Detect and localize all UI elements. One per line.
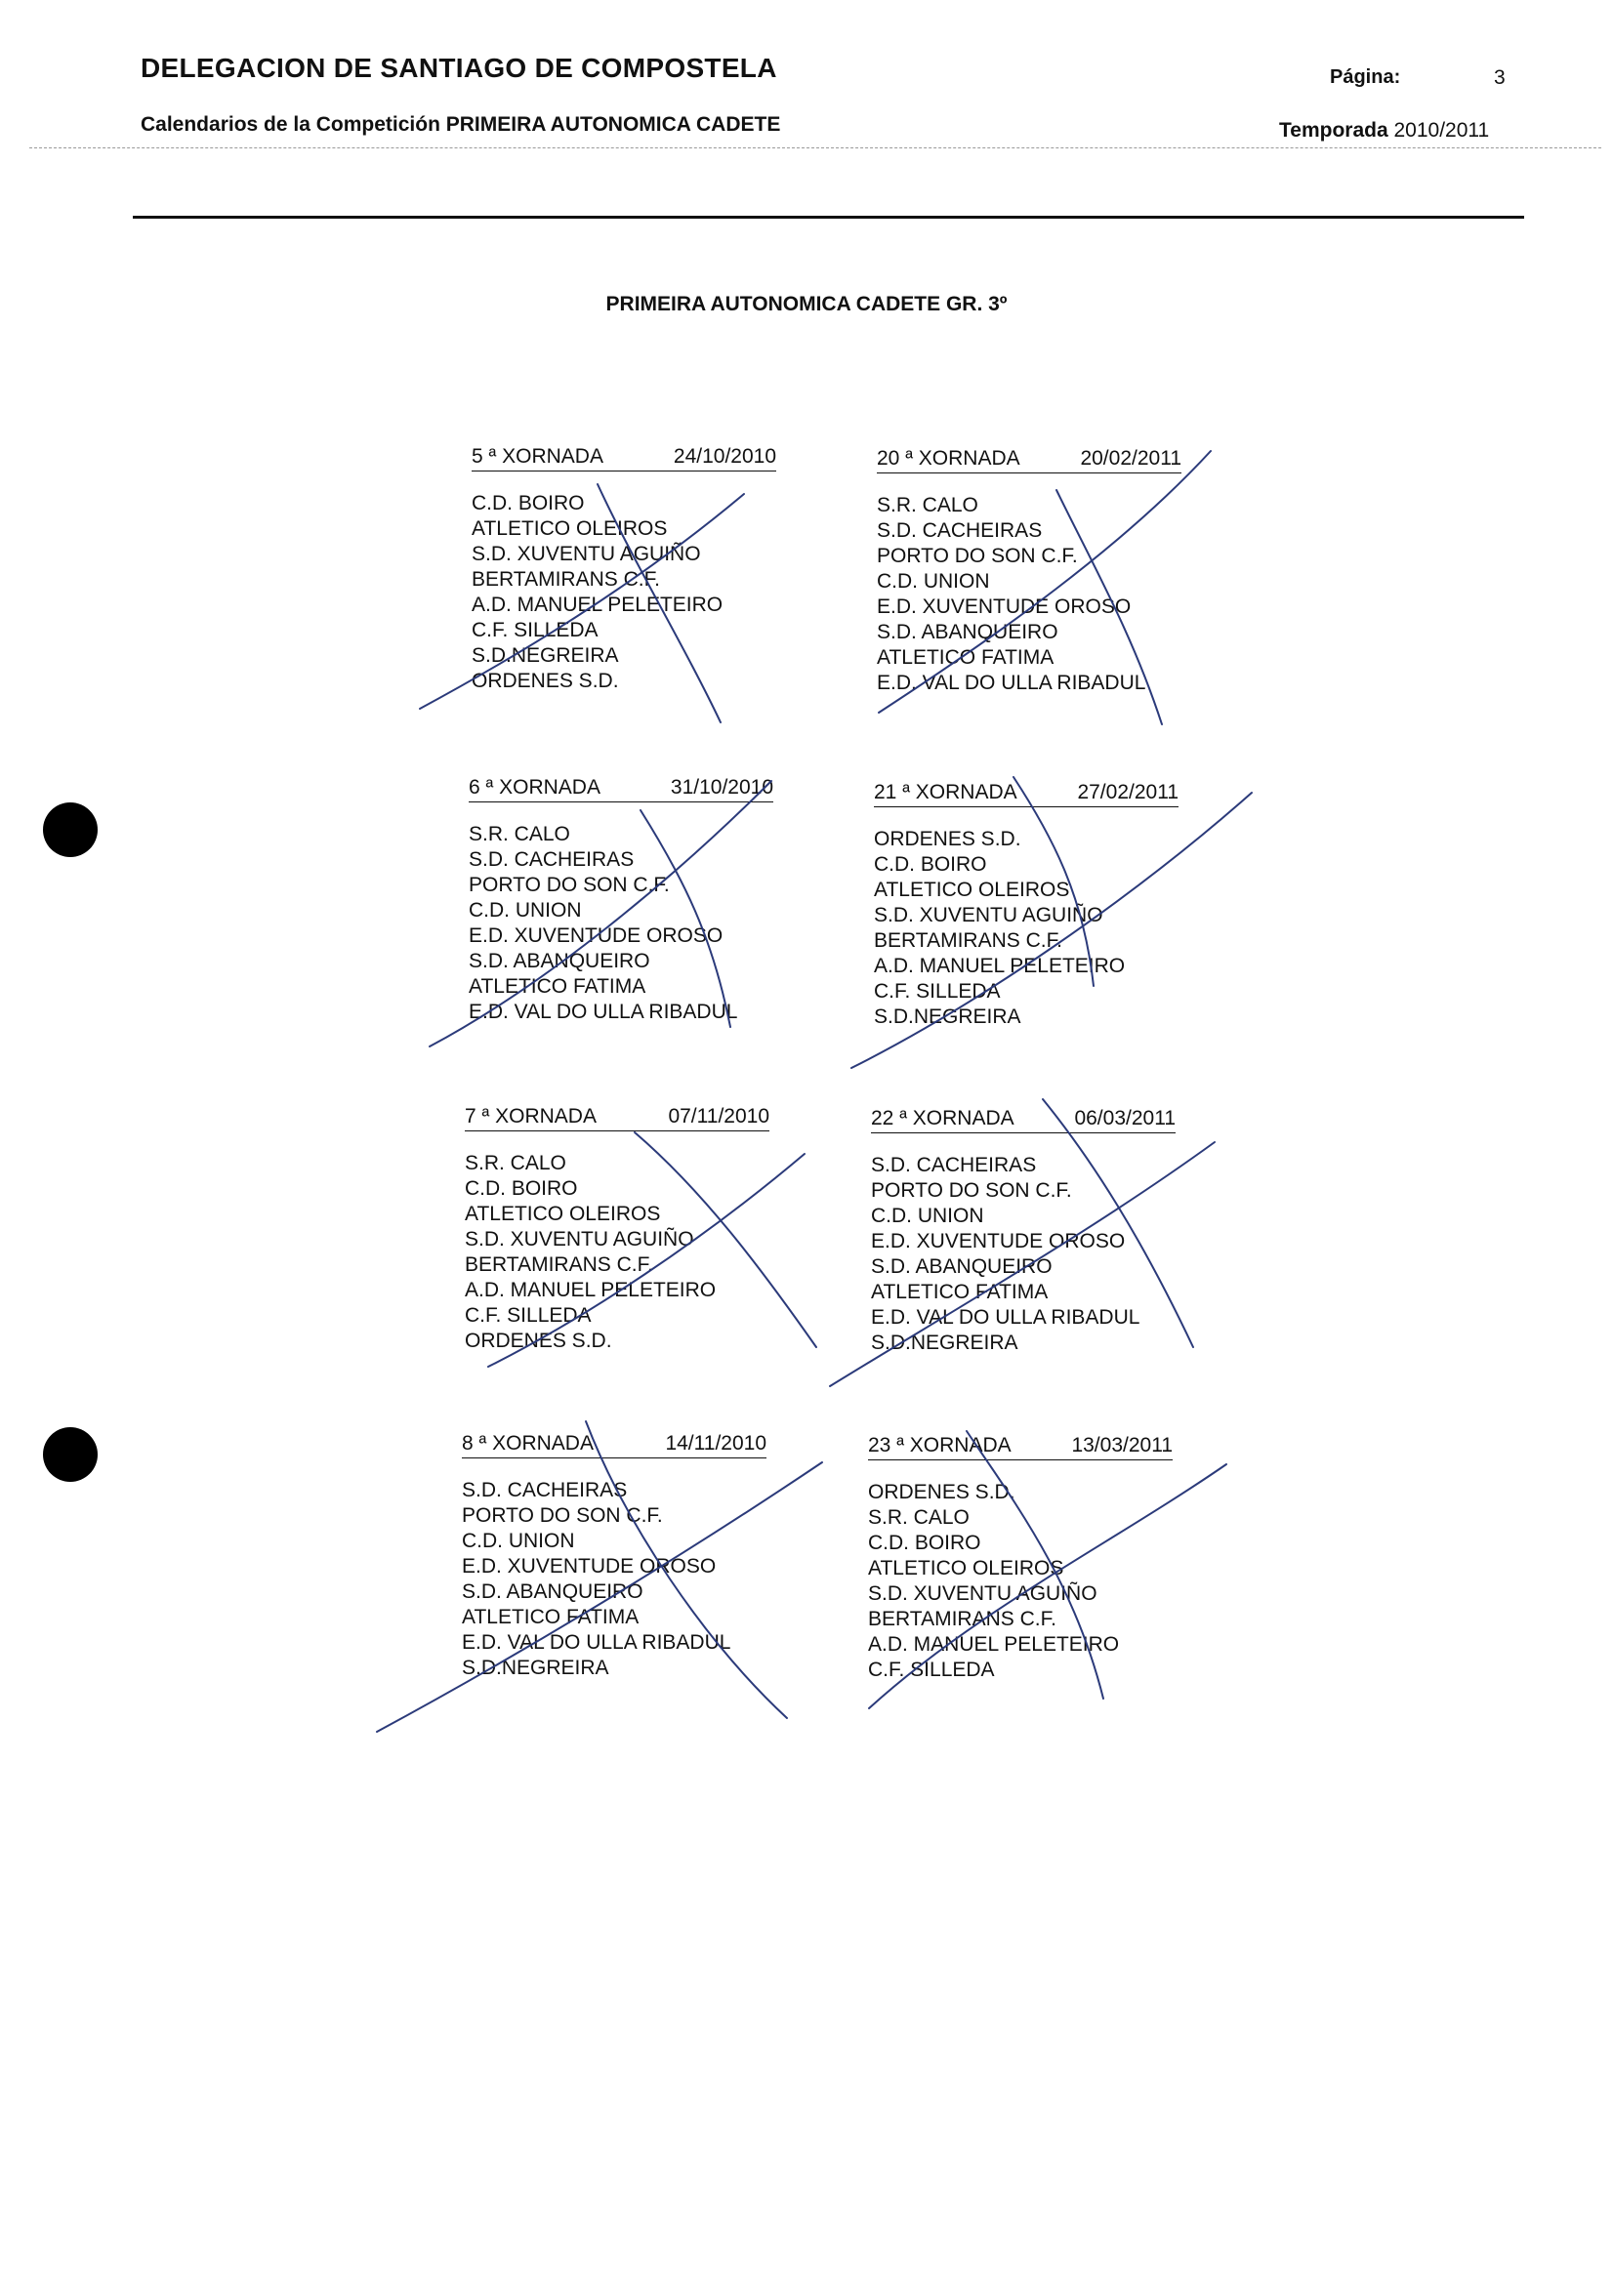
round-name: 8 ª XORNADA: [462, 1432, 594, 1455]
team-entry: BERTAMIRANS C.F.: [868, 1608, 1056, 1630]
team-entry: ATLETICO OLEIROS: [874, 879, 1070, 901]
team-entry: S.D.NEGREIRA: [874, 1005, 1021, 1028]
team-entry: ATLETICO OLEIROS: [472, 517, 668, 540]
team-entry: S.D. CACHEIRAS: [469, 848, 635, 871]
team-entry: ORDENES S.D.: [868, 1481, 1015, 1503]
season-label: Temporada: [1279, 119, 1388, 142]
team-entry: E.D. XUVENTUDE OROSO: [469, 924, 724, 947]
team-entry: S.R. CALO: [868, 1506, 970, 1529]
round-name: 22 ª XORNADA: [871, 1107, 1014, 1129]
team-entry: S.R. CALO: [469, 823, 570, 845]
team-entry: PORTO DO SON C.F.: [871, 1179, 1072, 1202]
team-entry: S.D. XUVENTU AGUIÑO: [465, 1228, 694, 1250]
round-date: 20/02/2011: [1080, 447, 1181, 470]
team-entry: E.D. XUVENTUDE OROSO: [871, 1230, 1126, 1252]
team-entry: ATLETICO FATIMA: [871, 1281, 1049, 1303]
page-label: Página:: [1330, 66, 1401, 88]
team-entry: A.D. MANUEL PELETEIRO: [868, 1633, 1120, 1656]
header-title: DELEGACION DE SANTIAGO DE COMPOSTELA: [141, 53, 777, 83]
team-entry: ORDENES S.D.: [874, 828, 1021, 850]
team-entry: C.D. UNION: [462, 1530, 575, 1552]
team-entry: C.F. SILLEDA: [874, 980, 1001, 1003]
round-name: 7 ª XORNADA: [465, 1105, 597, 1128]
team-entry: S.D. XUVENTU AGUIÑO: [472, 543, 701, 565]
round-date: 13/03/2011: [1071, 1434, 1173, 1456]
team-entry: S.D. CACHEIRAS: [462, 1479, 628, 1501]
page-number: 3: [1494, 66, 1506, 89]
team-entry: S.D. ABANQUEIRO: [462, 1580, 643, 1603]
team-entry: S.D. XUVENTU AGUIÑO: [868, 1582, 1097, 1605]
team-entry: S.R. CALO: [877, 494, 978, 516]
round-name: 23 ª XORNADA: [868, 1434, 1012, 1456]
team-entry: E.D. VAL DO ULLA RIBADUL: [877, 672, 1146, 694]
round-date: 24/10/2010: [673, 445, 776, 468]
round-name: 6 ª XORNADA: [469, 776, 600, 799]
team-entry: BERTAMIRANS C.F.: [472, 568, 660, 591]
round-date: 27/02/2011: [1077, 781, 1179, 803]
team-entry: C.D. BOIRO: [465, 1177, 578, 1200]
team-entry: E.D. VAL DO ULLA RIBADUL: [462, 1631, 731, 1654]
round-name: 21 ª XORNADA: [874, 781, 1017, 803]
team-entry: S.R. CALO: [465, 1152, 566, 1174]
round-name: 20 ª XORNADA: [877, 447, 1020, 470]
team-entry: A.D. MANUEL PELETEIRO: [874, 955, 1126, 977]
team-entry: C.D. BOIRO: [472, 492, 585, 514]
team-entry: E.D. XUVENTUDE OROSO: [877, 595, 1132, 618]
team-entry: C.F. SILLEDA: [868, 1659, 995, 1681]
team-entry: C.F. SILLEDA: [472, 619, 599, 641]
round-date: 31/10/2010: [670, 776, 773, 799]
team-entry: E.D. XUVENTUDE OROSO: [462, 1555, 717, 1578]
team-entry: C.D. BOIRO: [868, 1532, 981, 1554]
team-entry: S.D. ABANQUEIRO: [877, 621, 1058, 643]
group-title: PRIMEIRA AUTONOMICA CADETE GR. 3º: [605, 293, 1008, 315]
team-entry: ATLETICO OLEIROS: [868, 1557, 1064, 1579]
team-entry: S.D.NEGREIRA: [462, 1657, 609, 1679]
team-entry: PORTO DO SON C.F.: [469, 874, 670, 896]
team-entry: ATLETICO FATIMA: [462, 1606, 640, 1628]
team-entry: ORDENES S.D.: [472, 670, 619, 692]
team-entry: ATLETICO FATIMA: [469, 975, 646, 998]
team-entry: S.D.NEGREIRA: [871, 1332, 1018, 1354]
season-value: 2010/2011: [1393, 119, 1490, 142]
round-date: 06/03/2011: [1074, 1107, 1176, 1129]
team-entry: S.D. CACHEIRAS: [871, 1154, 1037, 1176]
team-entry: E.D. VAL DO ULLA RIBADUL: [469, 1001, 738, 1023]
team-entry: S.D. XUVENTU AGUIÑO: [874, 904, 1103, 926]
team-entry: PORTO DO SON C.F.: [877, 545, 1078, 567]
team-entry: PORTO DO SON C.F.: [462, 1504, 663, 1527]
team-entry: E.D. VAL DO ULLA RIBADUL: [871, 1306, 1140, 1329]
team-entry: ATLETICO OLEIROS: [465, 1203, 661, 1225]
team-entry: C.D. UNION: [877, 570, 990, 593]
team-entry: ORDENES S.D.: [465, 1330, 612, 1352]
team-entry: BERTAMIRANS C.F.: [465, 1253, 653, 1276]
team-entry: S.D. CACHEIRAS: [877, 519, 1043, 542]
team-entry: ATLETICO FATIMA: [877, 646, 1055, 669]
team-entry: A.D. MANUEL PELETEIRO: [472, 594, 724, 616]
team-entry: C.D. UNION: [871, 1205, 984, 1227]
team-entry: C.D. UNION: [469, 899, 582, 922]
team-entry: S.D. ABANQUEIRO: [871, 1255, 1053, 1278]
team-entry: S.D. ABANQUEIRO: [469, 950, 650, 972]
round-date: 07/11/2010: [668, 1105, 769, 1128]
team-entry: A.D. MANUEL PELETEIRO: [465, 1279, 717, 1301]
team-entry: C.D. BOIRO: [874, 853, 987, 876]
header-subtitle: Calendarios de la Competición PRIMEIRA AUTONOMICA CADETE: [141, 113, 781, 136]
team-entry: C.F. SILLEDA: [465, 1304, 592, 1327]
team-entry: S.D.NEGREIRA: [472, 644, 619, 667]
round-date: 14/11/2010: [665, 1432, 766, 1455]
round-name: 5 ª XORNADA: [472, 445, 603, 468]
team-entry: BERTAMIRANS C.F.: [874, 929, 1062, 952]
